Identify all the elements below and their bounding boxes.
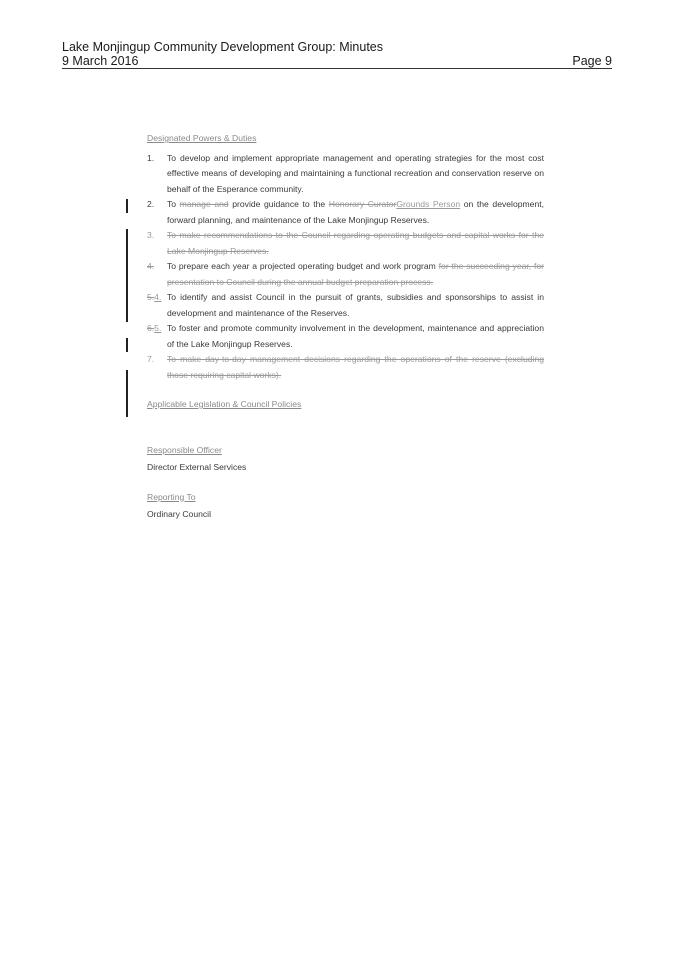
list-item: 1. To develop and implement appropriate management and operating strategies for the most cost effective means of developing and maintaining a functional recreation and conservation reserve on behalf of the Esperance community. xyxy=(147,152,544,194)
document-title: Lake Monjingup Community Development Group: Minutes xyxy=(62,40,383,54)
reporting-to-value: Ordinary Council xyxy=(147,509,211,519)
inserted-text: Grounds Person xyxy=(396,199,461,209)
list-item: 7. To make day-to-day management decisions regarding the operations of the reserve (excluding those requiring capital works). xyxy=(147,354,544,380)
change-bar xyxy=(126,229,128,322)
list-item: 3. To make recommendations to the Council regarding operating budgets and capital works for the Lake Monjingup Reserves. xyxy=(147,230,544,256)
list-item: 6.5. To foster and promote community involvement in the development, maintenance and appreciation of the Lake Monjingup Reserves. xyxy=(147,323,544,349)
page-header xyxy=(62,40,612,68)
header-divider xyxy=(62,68,612,69)
meeting-date: 9 March 2016 xyxy=(62,54,139,68)
list-item: 5.4. To identify and assist Council in the pursuit of grants, subsidies and sponsorships to assist in development and maintenance of the Reserves. xyxy=(147,292,544,318)
deleted-text: Honorary Curator xyxy=(328,199,397,209)
list-item: 2. To manage and provide guidance to the Honorary CuratorGrounds Person on the development, forward planning, and maintenance of the Lake Monjingup Reserves. xyxy=(147,199,545,225)
deleted-text: manage and xyxy=(179,199,229,209)
change-bar xyxy=(126,338,128,352)
section-heading-legislation: Applicable Legislation & Council Policies xyxy=(147,399,302,409)
deleted-text: for the succeeding year, for presentation to Council during the annual budget preparation process. xyxy=(167,261,544,287)
section-heading-reporting: Reporting To xyxy=(147,491,196,502)
document-body xyxy=(147,131,544,523)
change-bar xyxy=(126,370,128,417)
change-bar xyxy=(126,199,128,213)
section-heading-officer: Responsible Officer xyxy=(147,444,222,455)
list-item: 4. To prepare each year a projected operating budget and work program for the succeeding year, for presentation to Council during the annual budget preparation process. xyxy=(147,261,544,287)
page-number: Page 9 xyxy=(572,54,612,68)
section-heading-powers: Designated Powers & Duties xyxy=(147,133,257,143)
responsible-officer-value: Director External Services xyxy=(147,462,247,472)
